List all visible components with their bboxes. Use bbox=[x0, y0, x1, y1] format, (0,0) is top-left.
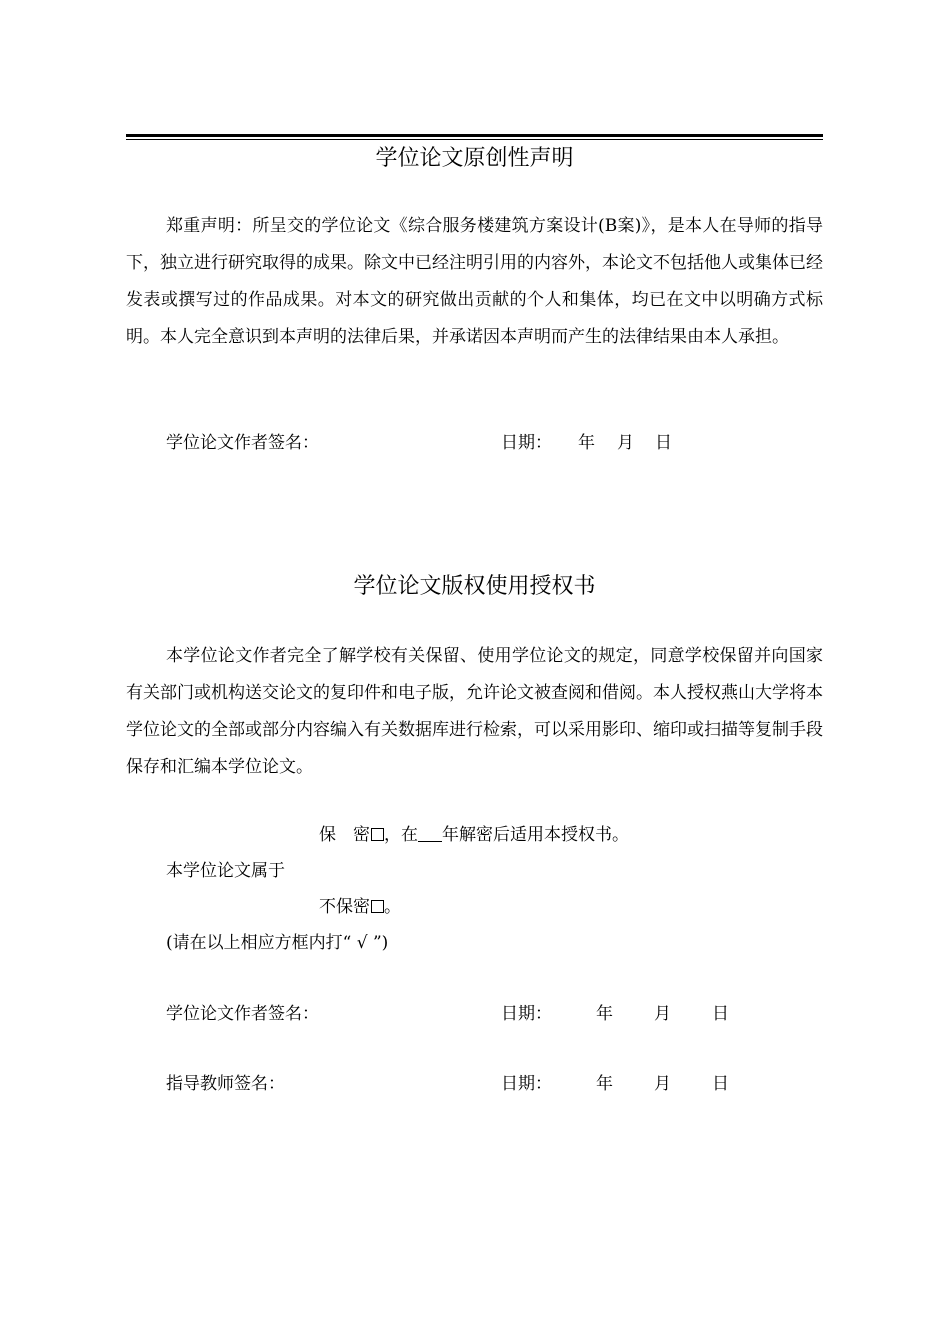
authorization-author-year-label: 年 bbox=[596, 1004, 613, 1024]
declaration-body: 郑重声明：所呈交的学位论文《综合服务楼建筑方案设计(B案)》，是本人在导师的指导下，独立进行研究取得的成果。除文中已经注明引用的内容外，本论文不包括他人或集体已经发表或撰写过的作品成果。对本文的研究做出贡献的个人和集体，均已在文中以明确方式标明。本人完全意识到本声明的法律后果，并承诺因本声明而产生的法律结果由本人承担。 bbox=[126, 216, 823, 347]
authorization-author-day-label: 日 bbox=[712, 1004, 729, 1024]
declaration-author-signature-label: 学位论文作者签名： bbox=[166, 433, 319, 453]
authorization-title: 学位论文版权使用授权书 bbox=[353, 574, 596, 599]
not-secret-checkbox[interactable] bbox=[371, 900, 384, 913]
declaration-month-label: 月 bbox=[617, 433, 634, 453]
not-secret-option-line bbox=[319, 895, 401, 919]
advisor-date-label: 日期： bbox=[501, 1074, 552, 1094]
declaration-day-label: 日 bbox=[655, 433, 672, 453]
checkbox-instruction: (请在以上相应方框内打“ √ ”) bbox=[166, 933, 389, 953]
advisor-month-label: 月 bbox=[654, 1074, 671, 1094]
not-secret-option-label: 不保密 bbox=[319, 897, 370, 917]
declaration-year-label: 年 bbox=[578, 433, 595, 453]
secret-suffix-a: ，在 bbox=[384, 825, 418, 845]
secret-checkbox[interactable] bbox=[371, 828, 384, 841]
declaration-date-label: 日期： bbox=[501, 433, 552, 453]
belongs-label: 本学位论文属于 bbox=[166, 861, 285, 881]
secret-option-label: 保 密 bbox=[319, 825, 370, 845]
top-rule-thin bbox=[126, 139, 823, 140]
advisor-day-label: 日 bbox=[712, 1074, 729, 1094]
secret-suffix-b: 年解密后适用本授权书。 bbox=[442, 825, 629, 845]
advisor-year-label: 年 bbox=[596, 1074, 613, 1094]
not-secret-suffix: 。 bbox=[384, 897, 401, 917]
advisor-signature-label: 指导教师签名： bbox=[166, 1074, 285, 1094]
authorization-author-signature-label: 学位论文作者签名： bbox=[166, 1004, 319, 1024]
authorization-body: 本学位论文作者完全了解学校有关保留、使用学位论文的规定，同意学校保留并向国家有关部门或机构送交论文的复印件和电子版，允许论文被查阅和借阅。本人授权燕山大学将本学位论文的全部或部分内容编入有关数据库进行检索，可以采用影印、缩印或扫描等复制手段保存和汇编本学位论文。 bbox=[126, 646, 823, 777]
secret-option-line bbox=[319, 823, 629, 847]
authorization-author-date-label: 日期： bbox=[501, 1004, 552, 1024]
top-rule-thick bbox=[126, 134, 823, 137]
decrypt-years-blank[interactable] bbox=[418, 827, 442, 842]
declaration-title: 学位论文原创性声明 bbox=[375, 146, 574, 171]
authorization-author-month-label: 月 bbox=[654, 1004, 671, 1024]
